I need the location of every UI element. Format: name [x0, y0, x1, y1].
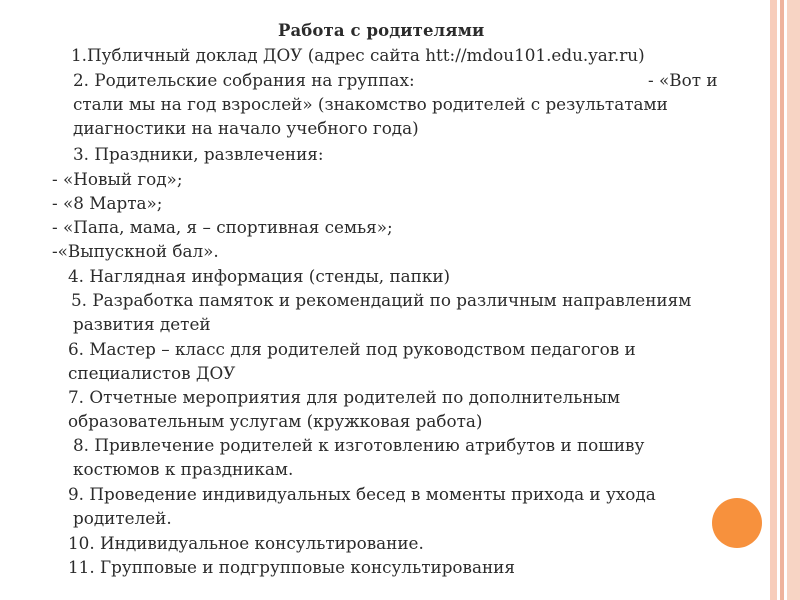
item-6-continuation: специалистов ДОУ [68, 363, 236, 383]
item-7-continuation: образовательным услугам (кружковая работа) [68, 411, 483, 431]
item-2-event-start: - «Вот и [648, 70, 718, 90]
item-6-master-class: 6. Мастер – класс для родителей под руководством педагогов и [68, 339, 636, 359]
item-5-memos: 5. Разработка памяток и рекомендаций по различным направлениям [71, 290, 692, 310]
item-3-sub-new-year: - «Новый год»; [52, 169, 183, 189]
item-2-continuation-1: стали мы на год взрослей» (знакомство родителей с результатами [73, 94, 668, 114]
item-2-continuation-2: диагностики на начало учебного года) [73, 118, 419, 138]
item-3-holidays: 3. Праздники, развлечения: [73, 144, 324, 164]
item-4-visual-info: 4. Наглядная информация (стенды, папки) [68, 266, 451, 286]
item-8-costumes: 8. Привлечение родителей к изготовлению атрибутов и пошиву [73, 435, 645, 455]
right-decorative-border [770, 0, 800, 600]
item-2-parent-meetings: 2. Родительские собрания на группах: [73, 70, 415, 90]
item-1-public-report: 1.Публичный доклад ДОУ (адрес сайта htt://mdou101.edu.yar.ru) [71, 45, 645, 65]
orange-circle-decoration [712, 498, 762, 548]
item-11-group-consulting: 11. Групповые и подгрупповые консультирования [68, 557, 515, 577]
item-5-continuation: развития детей [73, 314, 211, 334]
item-7-report-events: 7. Отчетные мероприятия для родителей по дополнительным [68, 387, 621, 407]
item-9-conversations: 9. Проведение индивидуальных бесед в моменты прихода и ухода [68, 484, 656, 504]
item-8-continuation: костюмов к праздникам. [73, 459, 294, 479]
item-9-continuation: родителей. [73, 508, 172, 528]
item-3-sub-sport-family: - «Папа, мама, я – спортивная семья»; [52, 217, 393, 237]
item-10-individual-consulting: 10. Индивидуальное консультирование. [68, 533, 424, 553]
item-3-sub-march-8: - «8 Марта»; [52, 193, 163, 213]
item-3-sub-graduation: -«Выпускной бал». [52, 241, 219, 261]
slide-title: Работа с родителями [278, 21, 485, 40]
